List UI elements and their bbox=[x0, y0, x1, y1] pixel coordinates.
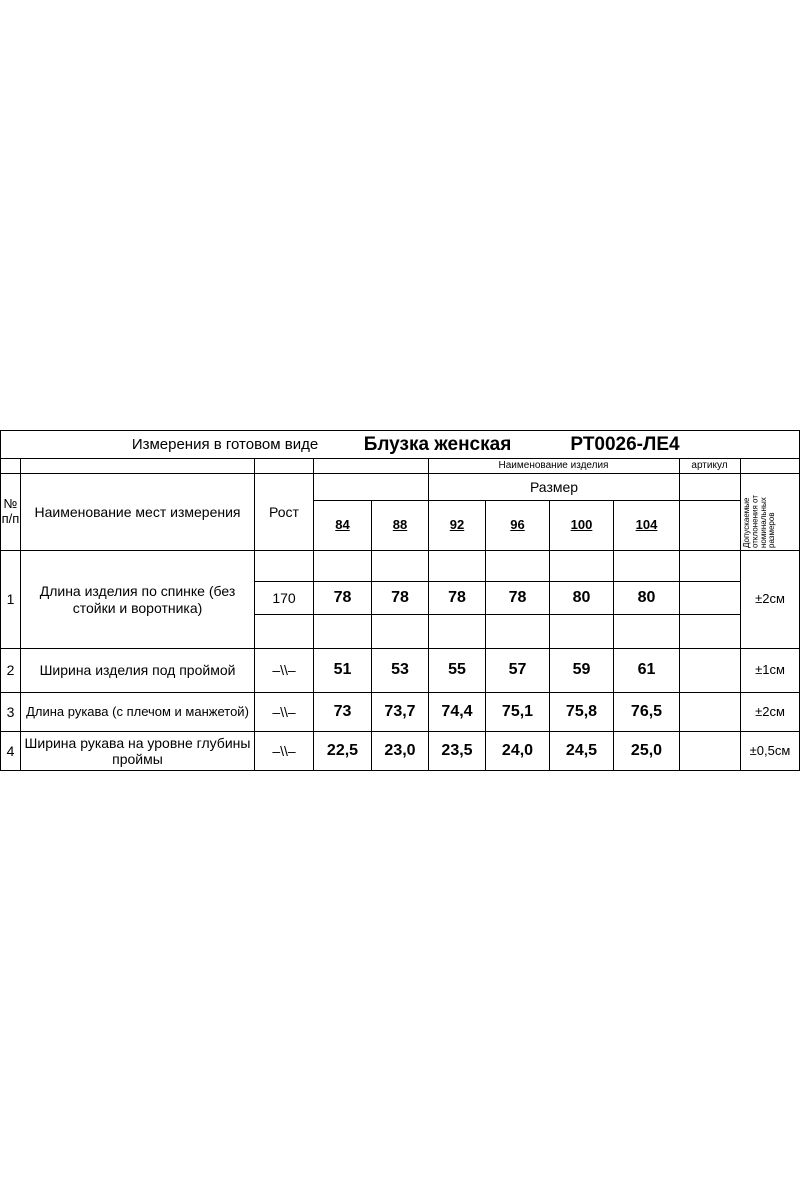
column-header-size-group: Размер bbox=[529, 478, 579, 495]
column-header-tolerance: Допускаемые отклонения от номинальных размеров bbox=[742, 495, 777, 548]
row-name: Ширина изделия под проймой bbox=[39, 662, 236, 679]
row-value: 75,8 bbox=[565, 702, 598, 720]
row-value: 73 bbox=[333, 702, 352, 720]
row-number: 3 bbox=[6, 703, 15, 720]
row-height: 170 bbox=[272, 589, 296, 606]
table-border-bottom bbox=[0, 770, 800, 771]
size-header-96: 96 bbox=[510, 517, 525, 533]
article-label: артикул bbox=[691, 460, 728, 472]
row-value: 74,4 bbox=[441, 702, 473, 720]
row-value: 55 bbox=[448, 661, 466, 679]
row-value: 59 bbox=[572, 661, 591, 679]
row-value: 24,5 bbox=[565, 741, 598, 759]
table-caption: Измерения в готовом виде bbox=[131, 436, 319, 454]
row-value: 57 bbox=[508, 661, 527, 679]
product-name-label: Наименование изделия bbox=[498, 460, 609, 472]
column-header-height: Рост bbox=[269, 503, 299, 520]
row-value: 24,0 bbox=[501, 741, 534, 759]
row-value: 75,1 bbox=[501, 702, 534, 720]
row-value: 78 bbox=[333, 588, 352, 606]
product-title: Блузка женская bbox=[363, 434, 512, 456]
row-tolerance: ±1см bbox=[755, 662, 785, 678]
column-header-number: № п/п bbox=[1, 496, 20, 526]
row-value: 51 bbox=[333, 661, 352, 679]
size-header-104: 104 bbox=[635, 517, 658, 533]
row-tolerance: ±2см bbox=[755, 703, 785, 719]
row-value: 76,5 bbox=[630, 702, 663, 720]
row-value: 61 bbox=[637, 661, 656, 679]
article-code: РТ0026-ЛЕ4 bbox=[570, 434, 680, 456]
row-height: –\\– bbox=[272, 742, 296, 759]
row-name: Длина изделия по спинке (без стойки и воротника) bbox=[39, 583, 236, 616]
row-value: 73,7 bbox=[384, 702, 416, 720]
row-number: 2 bbox=[6, 662, 15, 679]
row-name: Ширина рукава на уровне глубины проймы bbox=[24, 734, 251, 767]
row-value: 25,0 bbox=[630, 741, 663, 759]
row-value: 78 bbox=[508, 588, 527, 606]
row-value: 78 bbox=[448, 588, 466, 606]
row-number: 4 bbox=[6, 742, 15, 759]
row-value: 22,5 bbox=[326, 741, 359, 759]
table-line bbox=[679, 458, 680, 771]
size-header-92: 92 bbox=[449, 517, 465, 533]
row-name: Длина рукава (с плечом и манжетой) bbox=[26, 703, 249, 719]
row-height: –\\– bbox=[272, 703, 296, 720]
row-number: 1 bbox=[6, 591, 15, 608]
row-tolerance: ±0,5см bbox=[749, 742, 791, 758]
size-header-100: 100 bbox=[570, 517, 593, 533]
row-value: 78 bbox=[391, 588, 409, 606]
size-header-84: 84 bbox=[335, 517, 350, 533]
row-value: 23,0 bbox=[384, 741, 416, 759]
row-value: 23,5 bbox=[441, 741, 473, 759]
row-value: 53 bbox=[391, 661, 409, 679]
row-tolerance: ±2см bbox=[755, 591, 785, 607]
column-header-place: Наименование мест измерения bbox=[34, 503, 241, 520]
row-value: 80 bbox=[637, 588, 656, 606]
table-line bbox=[255, 614, 740, 615]
row-value: 80 bbox=[572, 588, 591, 606]
size-header-88: 88 bbox=[392, 517, 408, 533]
row-height: –\\– bbox=[272, 662, 296, 679]
